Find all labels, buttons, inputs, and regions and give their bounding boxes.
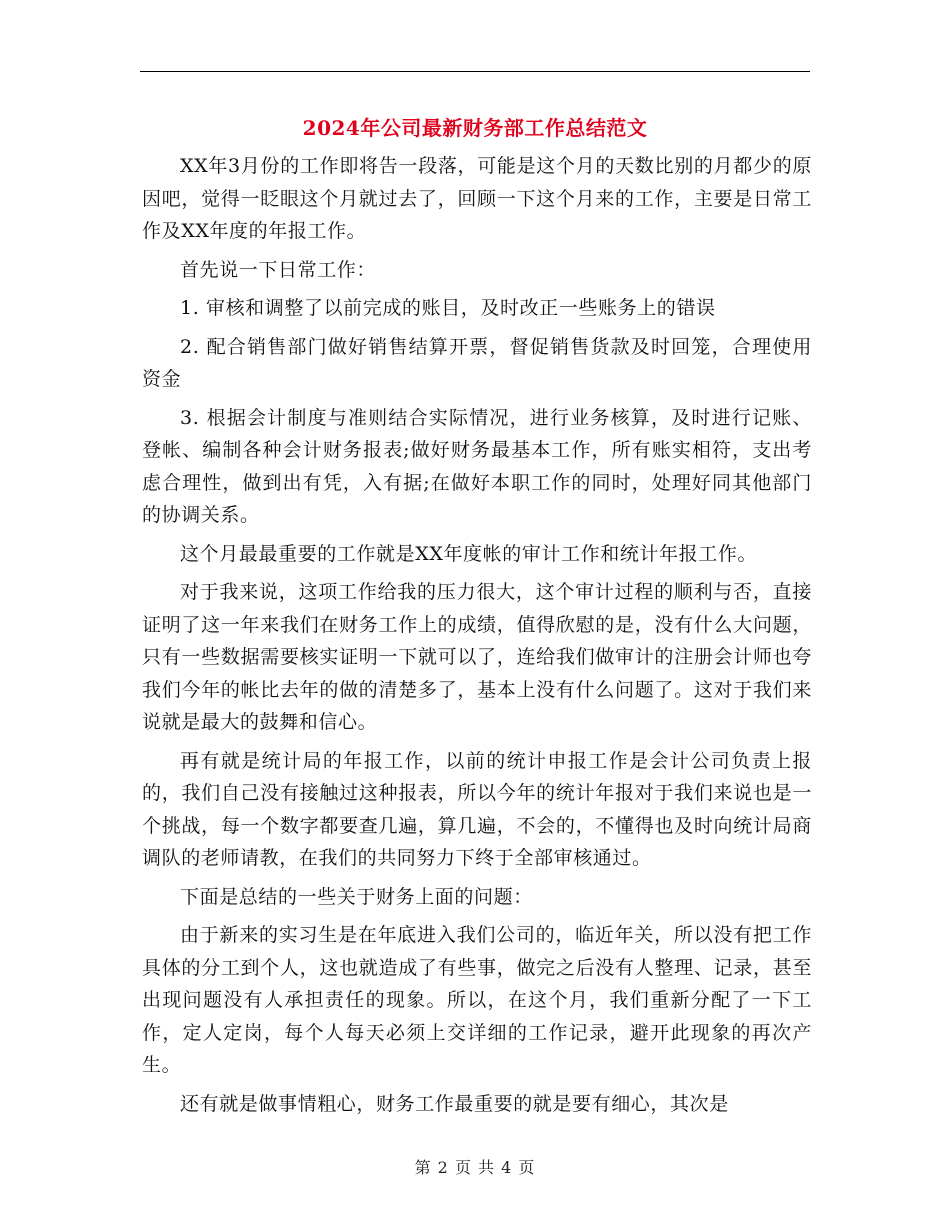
page-number: 第 2 页 共 4 页	[414, 1158, 536, 1177]
document-title: 2024年公司最新财务部工作总结范文	[302, 116, 648, 140]
paragraph-daily-work-heading: 首先说一下日常工作：	[180, 258, 377, 281]
document-body	[142, 150, 812, 1126]
paragraph-issues-heading: 下面是总结的一些关于财务上面的问题：	[180, 885, 533, 908]
paragraph-intern-issue: 由于新来的实习生是在年底进入我们公司的，临近年关，所以没有把工作具体的分工到个人，这也就造成了有些事，做完之后没有人整理、记录，甚至出现问题没有人承担责任的现象。所以，在这个月，我们重新分配了一下工作，定人定岗，每个人每天必须上交详细的工作记录，避开此现象的再次产生。	[142, 924, 812, 1076]
list-item-1: 1. 审核和调整了以前完成的账目，及时改正一些账务上的错误	[180, 297, 716, 319]
paragraph-audit-work: 这个月最最重要的工作就是XX年度帐的审计工作和统计年报工作。	[180, 542, 758, 565]
list-item-3: 3. 根据会计制度与准则结合实际情况，进行业务核算，及时进行记账、登帐、编制各种会计财务报表;做好财务最基本工作，所有账实相符，支出考虑合理性，做到出有凭，入有据;在做好本职工作的同时，处理好同其他部门的协调关系。	[142, 406, 812, 526]
paragraph-carelessness: 还有就是做事情粗心，财务工作最重要的就是要有细心，其次是	[180, 1092, 729, 1115]
paragraph-statistics-report: 再有就是统计局的年报工作，以前的统计申报工作是会计公司负责上报的，我们自己没有接触过这种报表，所以今年的统计年报对于我们来说也是一个挑战，每一个数字都要查几遍，算几遍，不会的，不懂得也及时向统计局商调队的老师请教，在我们的共同努力下终于全部审核通过。	[142, 749, 812, 869]
paragraph-audit-detail: 对于我来说，这项工作给我的压力很大，这个审计过程的顺利与否，直接证明了这一年来我们在财务工作上的成绩，值得欣慰的是，没有什么大问题，只有一些数据需要核实证明一下就可以了，连给我们做审计的注册会计师也夸我们今年的帐比去年的做的清楚多了，基本上没有什么问题了。这对于我们来说就是最大的鼓舞和信心。	[142, 581, 812, 733]
paragraph-intro: XX年3月份的工作即将告一段落，可能是这个月的天数比别的月都少的原因吧，觉得一眨眼这个月就过去了，回顾一下这个月来的工作，主要是日常工作及XX年度的年报工作。	[142, 155, 812, 242]
list-item-2: 2. 配合销售部门做好销售结算开票，督促销售货款及时回笼，合理使用资金	[142, 335, 812, 390]
header-rule	[140, 71, 810, 72]
